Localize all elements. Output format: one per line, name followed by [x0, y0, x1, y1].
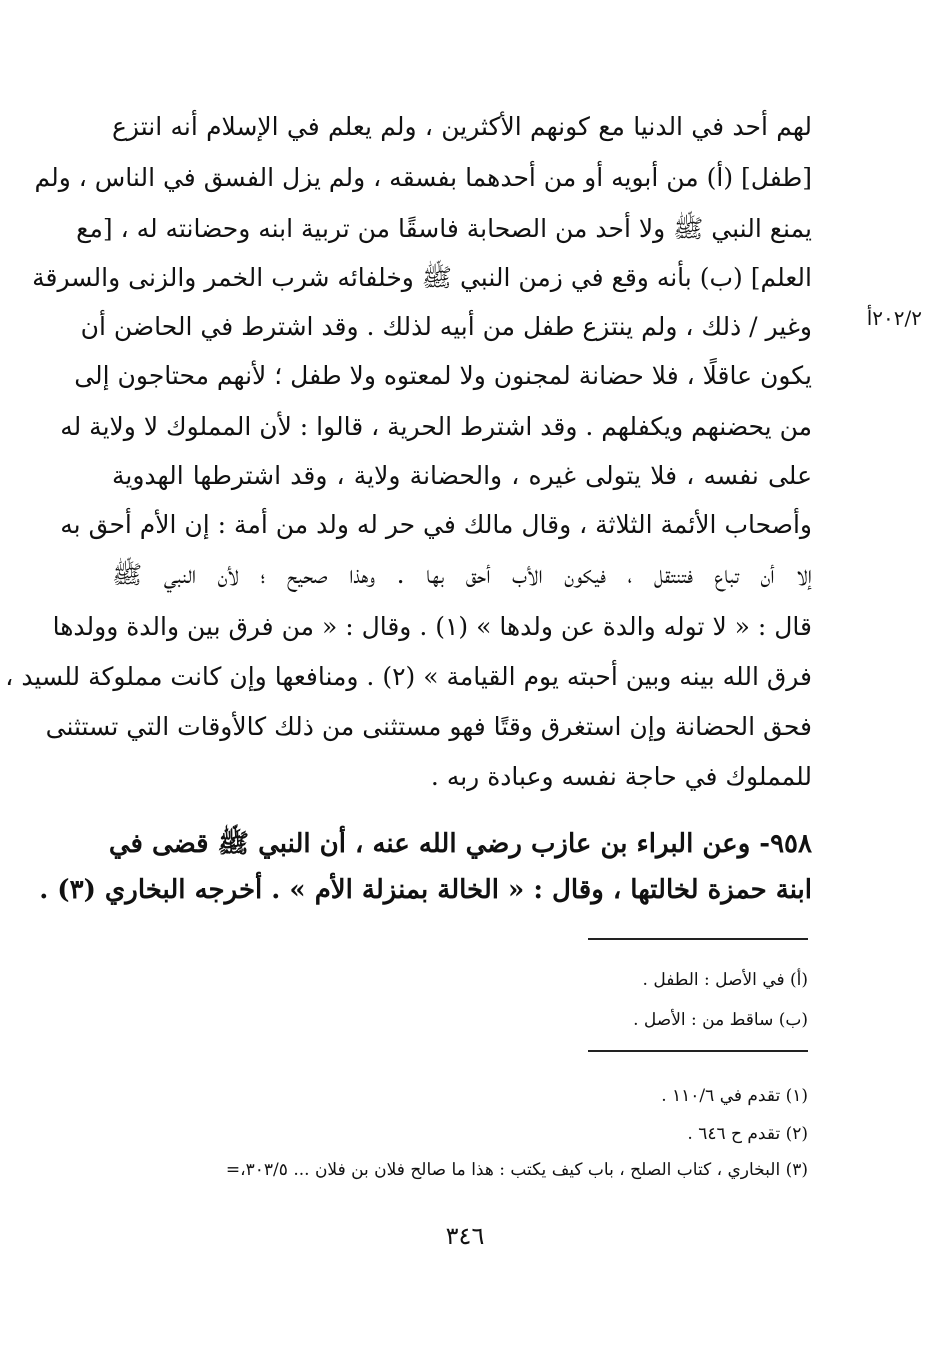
body-line: العلم] (ب) بأنه وقع في زمن النبي ﷺ وخلفائه شرب الخمر والزنى والسرقة [32, 263, 812, 292]
footnote: (١) تقدم في ١١٠/٦ . [661, 1086, 808, 1106]
body-line: [طفل] (أ) من أبويه أو من أحدهما بفسقه ، ولم يزل الفسق في الناس ، ولم [34, 163, 812, 192]
body-line: لهم أحد في الدنيا مع كونهم الأكثرين ، ولم يعلم في الإسلام أنه انتزع [112, 112, 812, 141]
body-line: يكون عاقلًا ، فلا حضانة لمجنون ولا لمعتوه ولا طفل ؛ لأنهم محتاجون إلى [74, 361, 812, 390]
variant-note: (أ) في الأصل : الطفل . [642, 970, 808, 990]
body-line: قال : « لا توله والدة عن ولدها » (١) . وقال : « من فرق بين والدة وولدها [52, 612, 812, 641]
hadith-line: ابنة حمزة لخالتها ، وقال : « الخالة بمنزلة الأم » . أخرجه البخاري (٣) . [39, 875, 812, 905]
body-line: على نفسه ، فلا يتولى غيره ، والحضانة ولاية ، وقد اشترطها الهدوية [112, 461, 812, 490]
body-line: فحق الحضانة وإن استغرق وقتًا فهو مستثنى من ذلك كالأوقات التي تستثنى [45, 712, 812, 741]
body-line: إلا أن تباع فتنتقل ، فيكون الأب أحق بها . وهذا صحيح ؛ لأن النبي ﷺ [112, 560, 812, 589]
page-number: ٣٤٦ [445, 1222, 485, 1250]
variant-note: (ب) ساقط من : الأصل . [633, 1010, 808, 1030]
footnote: (٢) تقدم ح ٦٤٦ . [687, 1124, 808, 1144]
footnotes-divider [588, 1050, 808, 1052]
body-line: وغير / ذلك ، ولم ينتزع طفل من أبيه لذلك . وقد اشترط في الحاضن أن [80, 312, 812, 341]
variant-notes-divider [588, 938, 808, 940]
body-line: للمملوك في حاجة نفسه وعبادة ربه . [430, 762, 812, 791]
footnote: (٣) البخاري ، كتاب الصلح ، باب كيف يكتب : هذا ما صالح فلان بن فلان ... ٣٠٣/٥،= [225, 1160, 808, 1180]
body-line: فرق الله بينه وبين أحبته يوم القيامة » (٢) . ومنافعها وإن كانت مملوكة للسيد ، [5, 662, 812, 691]
hadith-line: ٩٥٨- وعن البراء بن عازب رضي الله عنه ، أن النبي ﷺ قضى في [108, 829, 812, 859]
manuscript-folio-ref: ٢٠٢/٢أ [866, 306, 922, 330]
body-line: يمنع النبي ﷺ ولا أحد من الصحابة فاسقًا من تربية ابنه وحضانته له ، [مع [76, 214, 812, 243]
body-line: وأصحاب الأئمة الثلاثة ، وقال مالك في حر له ولد من أمة : إن الأم أحق به [60, 510, 812, 539]
body-line: من يحضنهم ويكفلهم . وقد اشترط الحرية ، قالوا : لأن المملوك لا ولاية له [60, 412, 812, 441]
